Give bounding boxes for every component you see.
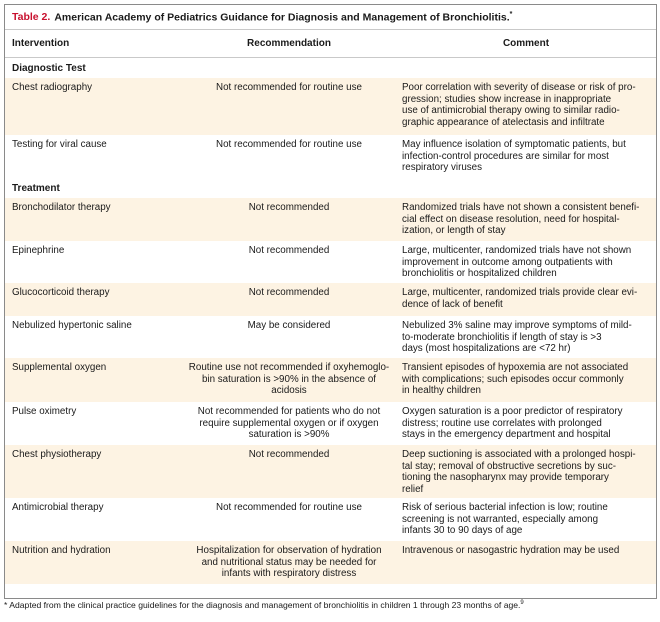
cell-intervention: Chest radiography (12, 82, 93, 93)
table-title-text: American Academy of Pediatrics Guidance for Diagnosis and Management of Bronchiolitis. (54, 11, 510, 24)
column-header-intervention: Intervention (12, 38, 70, 49)
comment-line: distress; routine use correlates with prolonged (402, 417, 602, 429)
comment-line: infection-control procedures are similar for most (402, 150, 609, 162)
cell-comment (402, 283, 656, 316)
cell-comment (402, 541, 656, 584)
recommendation-line: infants with respiratory distress (221, 568, 357, 580)
cell-recommendation (176, 498, 402, 541)
comment-line: in healthy children (402, 385, 481, 397)
recommendation-line: Not recommended (248, 202, 330, 213)
table-frame (4, 4, 657, 599)
table-caption (5, 5, 656, 30)
comment-line: respiratory viruses (402, 162, 483, 174)
cell-comment (402, 135, 656, 178)
recommendation-line: Hospitalization for observation of hydration (196, 545, 382, 556)
footnote-text: * Adapted from the clinical practice guidelines for the diagnosis and management of bronchiolitis in children 1 through 23 months of age. (4, 600, 521, 610)
recommendation-line: Not recommended for routine use (216, 502, 362, 513)
column-header-comment: Comment (502, 38, 550, 49)
cell-comment (402, 445, 656, 498)
comment-line: days (most hospitalizations are <72 hr) (402, 343, 571, 355)
recommendation-line: Not recommended for routine use (216, 82, 362, 93)
cell-recommendation (176, 135, 402, 178)
recommendation-line: Not recommended (248, 287, 330, 298)
table-row (5, 541, 656, 584)
comment-line: tioning the nasopharynx may provide temporary (402, 472, 609, 484)
comment-line: Deep suctioning is associated with a prolonged hospi- (402, 449, 636, 460)
cell-intervention: Nebulized hypertonic saline (12, 320, 132, 331)
cell-comment (402, 402, 656, 445)
cell-intervention: Pulse oximetry (12, 406, 77, 417)
table-number: Table 2. (12, 11, 51, 23)
comment-line: stays in the emergency department and hospital (402, 429, 611, 441)
table-row (5, 445, 656, 498)
recommendation-line: Not recommended (248, 449, 330, 460)
cell-recommendation (176, 198, 402, 241)
cell-recommendation (176, 316, 402, 358)
comment-line: cial effect on disease resolution, need for hospital- (402, 213, 620, 225)
recommendation-line: bin saturation is >90% in the absence of (201, 373, 376, 385)
cell-recommendation (176, 78, 402, 135)
cell-recommendation (176, 283, 402, 316)
cell-comment (402, 498, 656, 541)
comment-line: May influence isolation of symptomatic patients, but (402, 139, 626, 150)
comment-line: screening is not warranted, especially among (402, 513, 599, 525)
footnote-reference: 9 (520, 600, 524, 607)
cell-intervention: Testing for viral cause (12, 139, 107, 150)
cell-recommendation (176, 445, 402, 498)
cell-intervention: Glucocorticoid therapy (12, 287, 110, 298)
column-header-recommendation: Recommendation (247, 38, 331, 49)
comment-line: graphic appearance of atelectasis and infiltrate (402, 116, 605, 128)
table-body (5, 58, 656, 584)
recommendation-line: Not recommended (248, 245, 330, 256)
cell-recommendation (176, 402, 402, 445)
comment-line: relief (402, 483, 424, 495)
recommendation-line: Not recommended for patients who do not (197, 406, 381, 417)
comment-line: Intravenous or nasogastric hydration may be used (402, 545, 620, 556)
cell-comment (402, 78, 656, 135)
recommendation-line: Routine use not recommended if oxyhemoglo- (188, 362, 390, 373)
cell-recommendation (176, 241, 402, 283)
comment-line: gression; studies show increase in inappropriate (402, 93, 612, 105)
cell-comment (402, 316, 656, 358)
comment-line: improvement in outcome among outpatients with (402, 256, 613, 268)
cell-intervention: Antimicrobial therapy (12, 502, 104, 513)
section-heading: Treatment (12, 182, 60, 194)
cell-intervention: Nutrition and hydration (12, 545, 111, 556)
table-title-marker: * (509, 10, 513, 18)
recommendation-line: May be considered (247, 320, 331, 331)
comment-line: Risk of serious bacterial infection is low; routine (402, 502, 608, 513)
table-row (5, 402, 656, 445)
comment-line: bronchiolitis or hospitalized children (402, 268, 557, 280)
comment-line: infants 30 to 90 days of age (402, 525, 523, 537)
comment-line: tal stay; removal of obstructive secretions by suc- (402, 460, 616, 472)
comment-line: Large, multicenter, randomized trials have not shown (402, 245, 632, 256)
recommendation-line: acidosis (271, 385, 307, 397)
recommendation-line: require supplemental oxygen or if oxygen (199, 417, 379, 429)
cell-comment (402, 198, 656, 241)
comment-line: with complications; such episodes occur commonly (402, 373, 624, 385)
column-header-row (5, 30, 656, 58)
cell-intervention: Epinephrine (12, 245, 65, 256)
comment-line: use of antimicrobial therapy owing to similar radio- (402, 105, 620, 117)
table-row (5, 283, 656, 316)
cell-intervention: Supplemental oxygen (12, 362, 107, 373)
cell-recommendation (176, 541, 402, 584)
cell-intervention: Bronchodilator therapy (12, 202, 111, 213)
section-heading: Diagnostic Test (12, 62, 86, 74)
comment-line: Transient episodes of hypoxemia are not associated (402, 362, 629, 373)
table-title (54, 11, 512, 24)
table-footnote (4, 600, 524, 610)
comment-line: dence of lack of benefit (402, 298, 503, 310)
table-row (5, 358, 656, 402)
comment-line: Poor correlation with severity of disease or risk of pro- (402, 82, 636, 93)
table-row (5, 78, 656, 135)
cell-recommendation (176, 358, 402, 402)
table-row (5, 241, 656, 283)
cell-intervention: Chest physiotherapy (12, 449, 102, 460)
table-row (5, 135, 656, 178)
recommendation-line: saturation is >90% (248, 429, 330, 441)
table-row (5, 198, 656, 241)
comment-line: Oxygen saturation is a poor predictor of respiratory (402, 406, 623, 417)
recommendation-line: Not recommended for routine use (216, 139, 362, 150)
comment-line: Nebulized 3% saline may improve symptoms of mild- (402, 320, 632, 331)
table-row (5, 316, 656, 358)
table-row (5, 498, 656, 541)
comment-line: ization, or length of stay (402, 225, 506, 237)
cell-comment (402, 358, 656, 402)
comment-line: to-moderate bronchiolitis if length of stay is >3 (402, 331, 602, 343)
cell-comment (402, 241, 656, 283)
comment-line: Randomized trials have not shown a consistent benefi- (402, 202, 640, 213)
recommendation-line: and nutritional status may be needed for (201, 556, 377, 568)
comment-line: Large, multicenter, randomized trials provide clear evi- (402, 287, 638, 298)
